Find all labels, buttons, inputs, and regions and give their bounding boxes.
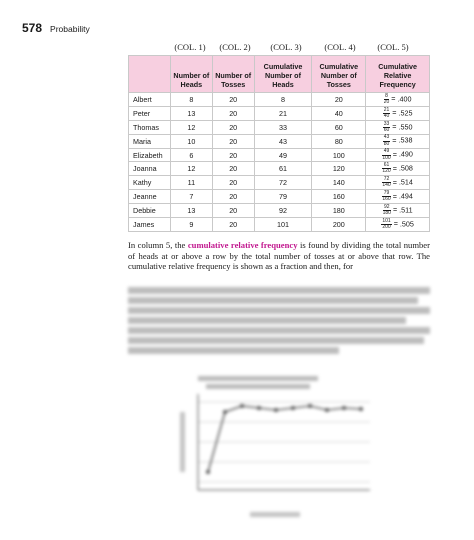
fraction-denominator: 40: [383, 112, 390, 119]
table-row: [129, 218, 430, 232]
fraction-denominator: 160: [382, 196, 391, 203]
name-cell: Maria: [129, 134, 171, 148]
table-row: [129, 176, 430, 190]
page-header: [22, 21, 90, 35]
cum-heads-cell: 21: [254, 106, 312, 120]
paragraph-rest: is found by dividing the total number of heads at or above a row by the total number of tosses at or above that row. The cumulative relative frequency is shown as a fraction and then, for: [128, 240, 430, 272]
rel-freq-cell: [366, 176, 430, 190]
cum-heads-cell: 101: [254, 218, 312, 232]
fraction-denominator: 180: [382, 210, 391, 217]
key-term: cumulative relative frequency: [187, 240, 298, 250]
name-cell: Thomas: [129, 120, 171, 134]
blurred-text-region: [128, 284, 430, 357]
table-row: [129, 162, 430, 176]
fraction: [382, 149, 390, 160]
equals-sign: =: [392, 163, 397, 173]
tosses-cell: 20: [212, 176, 254, 190]
tosses-cell: 20: [212, 93, 254, 107]
decimal-value: .514: [398, 177, 413, 187]
decimal-value: .400: [397, 94, 412, 104]
heads-cell: 12: [170, 162, 212, 176]
fraction-numerator: 49: [383, 148, 390, 155]
cum-heads-cell: 92: [254, 204, 312, 218]
table-row: [129, 93, 430, 107]
table-row: [129, 106, 430, 120]
cum-tosses-cell: 160: [312, 190, 366, 204]
col-label-2: (COL. 2): [219, 42, 251, 52]
cum-heads-cell: 43: [254, 134, 312, 148]
tosses-cell: 20: [212, 190, 254, 204]
equals-sign: =: [392, 136, 397, 146]
equals-sign: =: [392, 205, 398, 215]
fraction-numerator: 79: [383, 189, 390, 196]
fraction: [383, 122, 391, 133]
decimal-value: .538: [398, 136, 413, 146]
fraction-denominator: 100: [382, 154, 391, 161]
cum-tosses-cell: 100: [312, 148, 366, 162]
heads-cell: 10: [170, 134, 212, 148]
heads-cell: 13: [170, 204, 212, 218]
rel-freq-cell: [366, 106, 430, 120]
table-header-tosses: Number of Tosses: [212, 56, 254, 93]
table-header-cum-heads: Cumulative Number of Heads: [254, 56, 312, 93]
rel-freq-cell: [366, 134, 430, 148]
heads-cell: 7: [170, 190, 212, 204]
name-cell: Joanna: [129, 162, 171, 176]
name-cell: Kathy: [129, 176, 171, 190]
equals-sign: =: [391, 94, 396, 104]
tosses-cell: 20: [212, 106, 254, 120]
decimal-value: .490: [398, 149, 413, 159]
tosses-cell: 20: [212, 218, 254, 232]
equals-sign: =: [392, 177, 397, 187]
table-header-name: [129, 56, 171, 93]
fraction-numerator: 21: [383, 106, 390, 113]
heads-cell: 8: [170, 93, 212, 107]
tosses-cell: 20: [212, 148, 254, 162]
fraction: [384, 94, 390, 105]
fraction-numerator: 33: [383, 120, 390, 127]
cum-tosses-cell: 20: [312, 93, 366, 107]
rel-freq-cell: [366, 120, 430, 134]
equals-sign: =: [392, 122, 397, 132]
name-cell: James: [129, 218, 171, 232]
fraction: [382, 191, 390, 202]
cum-tosses-cell: 60: [312, 120, 366, 134]
fraction-numerator: 43: [383, 134, 390, 141]
fraction-denominator: 60: [383, 126, 390, 133]
heads-cell: 6: [170, 148, 212, 162]
name-cell: Peter: [129, 106, 171, 120]
decimal-value: .550: [398, 122, 413, 132]
fraction-numerator: 92: [384, 203, 390, 210]
cum-heads-cell: 61: [254, 162, 312, 176]
table-header-row: [129, 56, 430, 93]
rel-freq-cell: [366, 218, 430, 232]
decimal-value: .508: [398, 163, 413, 173]
fraction-numerator: 72: [383, 176, 390, 183]
column-labels: [0, 42, 474, 54]
fraction-numerator: 61: [383, 162, 390, 169]
fraction: [381, 219, 391, 230]
fraction: [382, 177, 390, 188]
equals-sign: =: [392, 108, 397, 118]
heads-cell: 11: [170, 176, 212, 190]
body-paragraph: [128, 240, 430, 272]
paragraph-lead: In column 5, the: [128, 240, 188, 250]
frequency-table: [128, 55, 430, 232]
cum-tosses-cell: 200: [312, 218, 366, 232]
cum-tosses-cell: 40: [312, 106, 366, 120]
fraction-denominator: 80: [383, 140, 390, 147]
tosses-cell: 20: [212, 162, 254, 176]
table-row: [129, 134, 430, 148]
fraction-denominator: 20: [383, 98, 390, 105]
tosses-cell: 20: [212, 204, 254, 218]
col-label-3: (COL. 3): [270, 42, 302, 52]
fraction-denominator: 120: [382, 168, 391, 175]
name-cell: Jeanne: [129, 190, 171, 204]
fraction: [382, 163, 390, 174]
fraction-numerator: 101: [382, 217, 391, 224]
page-number: 578: [22, 21, 43, 35]
rel-freq-cell: [366, 93, 430, 107]
tosses-cell: 20: [212, 120, 254, 134]
cum-heads-cell: 33: [254, 120, 312, 134]
cum-tosses-cell: 180: [312, 204, 366, 218]
rel-freq-cell: [366, 148, 430, 162]
cum-heads-cell: 72: [254, 176, 312, 190]
fraction-denominator: 140: [382, 182, 391, 189]
fraction: [383, 135, 391, 146]
equals-sign: =: [392, 149, 397, 159]
col-label-4: (COL. 4): [324, 42, 356, 52]
fraction-numerator: 8: [385, 92, 388, 99]
cum-tosses-cell: 80: [312, 134, 366, 148]
fraction: [383, 205, 391, 216]
col-label-5: (COL. 5): [377, 42, 409, 52]
decimal-value: .505: [399, 219, 414, 229]
cum-tosses-cell: 140: [312, 176, 366, 190]
rel-freq-cell: [366, 204, 430, 218]
table-header-heads: Number of Heads: [170, 56, 212, 93]
table-header-rel-freq: Cumulative Relative Frequency: [366, 56, 430, 93]
decimal-value: .525: [398, 108, 413, 118]
decimal-value: .511: [399, 205, 413, 215]
blurred-chart: [140, 372, 380, 532]
cum-heads-cell: 79: [254, 190, 312, 204]
fraction-denominator: 200: [382, 223, 391, 230]
decimal-value: .494: [398, 191, 413, 201]
heads-cell: 9: [170, 218, 212, 232]
equals-sign: =: [393, 219, 398, 229]
rel-freq-cell: [366, 190, 430, 204]
table-row: [129, 148, 430, 162]
tosses-cell: 20: [212, 134, 254, 148]
equals-sign: =: [392, 191, 397, 201]
name-cell: Albert: [129, 93, 171, 107]
rel-freq-cell: [366, 162, 430, 176]
fraction: [383, 108, 391, 119]
table-row: [129, 120, 430, 134]
name-cell: Elizabeth: [129, 148, 171, 162]
heads-cell: 12: [170, 120, 212, 134]
heads-cell: 13: [170, 106, 212, 120]
table-header-cum-tosses: Cumulative Number of Tosses: [312, 56, 366, 93]
cum-heads-cell: 8: [254, 93, 312, 107]
running-title: Probability: [50, 24, 90, 34]
cum-heads-cell: 49: [254, 148, 312, 162]
table-row: [129, 204, 430, 218]
cum-tosses-cell: 120: [312, 162, 366, 176]
col-label-1: (COL. 1): [174, 42, 206, 52]
table-row: [129, 190, 430, 204]
name-cell: Debbie: [129, 204, 171, 218]
